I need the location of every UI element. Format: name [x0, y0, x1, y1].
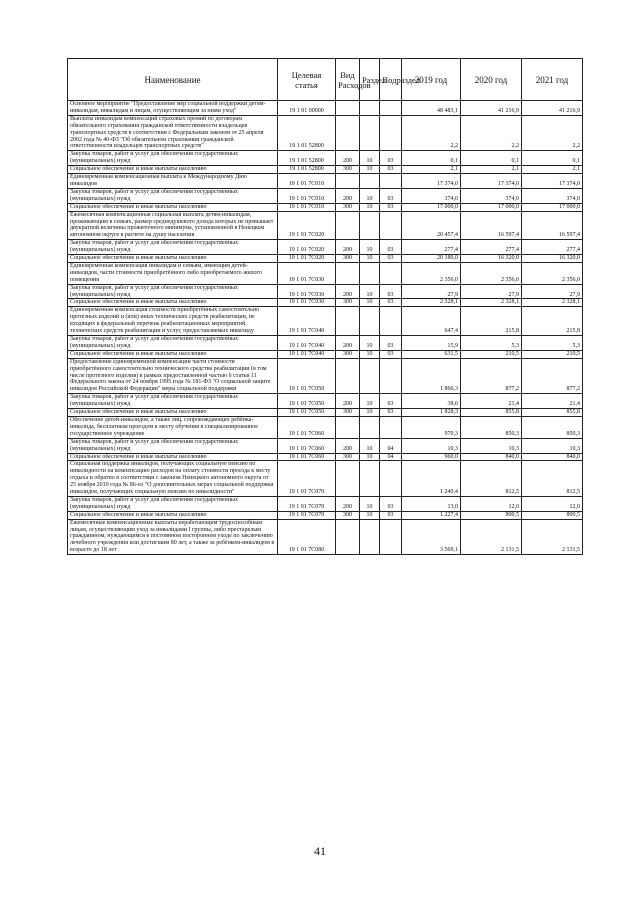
table-row: [68, 394, 583, 409]
cell-podrazdel: [380, 307, 402, 336]
cell-vid: 300: [336, 511, 360, 519]
cell-podrazdel: [380, 101, 402, 116]
cell-razdel: 10: [360, 496, 380, 511]
header-vid: Вид Расходов: [336, 59, 360, 101]
cell-vid: 200: [336, 151, 360, 166]
cell-razdel: [360, 101, 380, 116]
cell-target: 19 1 01 7С020: [278, 240, 336, 255]
header-year-2021: 2021 год: [522, 59, 583, 101]
cell-2019: 960,0: [402, 453, 461, 461]
cell-vid: 300: [336, 350, 360, 358]
header-target: Целевая статья: [278, 59, 336, 101]
table-row: [68, 284, 583, 299]
header-podrazdel: Подраздел: [380, 59, 402, 101]
cell-2020: 16 320,0: [461, 255, 522, 263]
cell-target: 19 1 01 52800: [278, 151, 336, 166]
cell-podrazdel: 03: [380, 240, 402, 255]
table-body: [68, 101, 583, 555]
cell-2020: 2 356,0: [461, 262, 522, 284]
cell-2021: 812,5: [522, 461, 583, 497]
cell-razdel: [360, 461, 380, 497]
cell-podrazdel: 03: [380, 151, 402, 166]
cell-2019: 1 866,3: [402, 358, 461, 394]
table-row: [68, 453, 583, 461]
cell-2020: 210,5: [461, 350, 522, 358]
cell-2021: 12,0: [522, 496, 583, 511]
budget-table: [67, 58, 583, 555]
cell-2020: 27,9: [461, 284, 522, 299]
cell-vid: 200: [336, 394, 360, 409]
table-row: [68, 203, 583, 211]
cell-2020: 374,0: [461, 188, 522, 203]
cell-target: 19 1 01 7С020: [278, 211, 336, 240]
cell-podrazdel: 03: [380, 394, 402, 409]
cell-name: Ежемесячные компенсационные выплаты неработающим трудоспособным лицам, осуществляющим уход за инвалидами I группы, либо престарелым гражданином, нуждающимся в постоянном постороннем уходе по заключению лечебного учреждения или достигшим 80 лет, а также за ребёнком-инвалидом в возрасте до 18 лет: [68, 519, 278, 555]
cell-2020: 41 216,9: [461, 101, 522, 116]
cell-2021: 2,1: [522, 166, 583, 174]
table-row: [68, 438, 583, 453]
cell-2019: 2 328,1: [402, 299, 461, 307]
cell-podrazdel: [380, 174, 402, 189]
cell-podrazdel: [380, 115, 402, 151]
table-row: [68, 240, 583, 255]
cell-razdel: 10: [360, 299, 380, 307]
cell-target: 19 1 01 7С030: [278, 299, 336, 307]
cell-razdel: [360, 211, 380, 240]
table-row: [68, 511, 583, 519]
cell-target: 19 1 01 7С030: [278, 262, 336, 284]
cell-vid: 200: [336, 438, 360, 453]
cell-podrazdel: 03: [380, 188, 402, 203]
cell-target: 19 1 01 7С060: [278, 416, 336, 438]
cell-2019: 38,0: [402, 394, 461, 409]
cell-2020: 855,8: [461, 409, 522, 417]
cell-2021: 17 374,0: [522, 174, 583, 189]
cell-2020: 800,5: [461, 511, 522, 519]
cell-name: Единовременная компенсационная выплата к Международному Дню инвалидов: [68, 174, 278, 189]
cell-2019: 17 000,0: [402, 203, 461, 211]
cell-target: 19 1 01 7С040: [278, 307, 336, 336]
cell-vid: 300: [336, 166, 360, 174]
cell-name: Выплаты инвалидам компенсаций страховых премий по договорам обязательного страхования гражданской ответственности владельцев транспортных средств в соответствии с Федеральным законом от 25 апреля 2002 года № 40-ФЗ "Об обязательном страховании гражданской ответственности владельцев транспортных средств": [68, 115, 278, 151]
cell-2020: 2 131,5: [461, 519, 522, 555]
cell-2019: 277,4: [402, 240, 461, 255]
header-year-2020: 2020 год: [461, 59, 522, 101]
cell-2019: 27,9: [402, 284, 461, 299]
cell-2021: 27,9: [522, 284, 583, 299]
cell-vid: [336, 307, 360, 336]
cell-vid: 200: [336, 188, 360, 203]
cell-podrazdel: [380, 211, 402, 240]
cell-2021: 840,0: [522, 453, 583, 461]
cell-2020: 5,3: [461, 336, 522, 351]
cell-name: Предоставление единовременной компенсации части стоимости приобретённого самостоятельно технического средства реабилитации (в том числе протезного изделия) в рамках предоставленной частью 6 статьи 11 Федерального закона от 24 ноября 1995 года № 181-ФЗ "О социальной защите инвалидов Российской Федерации" меры социальной поддержки: [68, 358, 278, 394]
cell-2019: 2,2: [402, 115, 461, 151]
cell-target: 19 1 01 00000: [278, 101, 336, 116]
cell-razdel: 10: [360, 453, 380, 461]
cell-2020: 12,0: [461, 496, 522, 511]
cell-2021: 277,4: [522, 240, 583, 255]
header-row: [68, 59, 583, 101]
cell-name: Закупка товаров, работ и услуг для обеспечения государственных (муниципальных) нужд: [68, 188, 278, 203]
cell-2021: 0,1: [522, 151, 583, 166]
cell-name: Социальное обеспечение и иные выплаты населению: [68, 166, 278, 174]
cell-2019: 3 569,1: [402, 519, 461, 555]
cell-razdel: 10: [360, 255, 380, 263]
cell-razdel: 10: [360, 438, 380, 453]
table-row: [68, 255, 583, 263]
cell-2021: 374,0: [522, 188, 583, 203]
cell-target: 19 1 01 7С070: [278, 511, 336, 519]
cell-razdel: [360, 519, 380, 555]
cell-target: 19 1 01 7С030: [278, 284, 336, 299]
cell-2021: 2,2: [522, 115, 583, 151]
cell-name: Социальное обеспечение и иные выплаты населению: [68, 203, 278, 211]
cell-2020: 21,4: [461, 394, 522, 409]
cell-target: 19 1 01 7С010: [278, 174, 336, 189]
cell-target: 19 1 01 7С080: [278, 519, 336, 555]
page-number: 41: [314, 844, 326, 858]
cell-name: Социальное обеспечение и иные выплаты населению: [68, 453, 278, 461]
table-row: [68, 358, 583, 394]
cell-target: 19 1 01 7С010: [278, 203, 336, 211]
cell-2020: 2,2: [461, 115, 522, 151]
cell-2021: 2 131,5: [522, 519, 583, 555]
cell-name: Социальная поддержка инвалидов, получающих социальную пенсию по инвалидности на компенсацию расходов на оплату стоимости проезда к месту отдыха и обратно в соответствии с законом Ненецкого автономного округа от 25 ноября 2010 года № 86-оз "О дополнительных мерах социальной поддержки инвалидов, получающих социальную пенсию по инвалидности": [68, 461, 278, 497]
cell-vid: 300: [336, 453, 360, 461]
cell-podrazdel: [380, 519, 402, 555]
cell-vid: [336, 115, 360, 151]
cell-name: Социальное обеспечение и иные выплаты населению: [68, 511, 278, 519]
cell-razdel: [360, 307, 380, 336]
cell-vid: 200: [336, 496, 360, 511]
cell-target: 19 1 01 7С010: [278, 188, 336, 203]
cell-2020: 840,0: [461, 453, 522, 461]
cell-name: Закупка товаров, работ и услуг для обеспечения государственных (муниципальных) нужд: [68, 151, 278, 166]
cell-podrazdel: [380, 416, 402, 438]
cell-2020: 877,2: [461, 358, 522, 394]
cell-target: 19 1 01 52800: [278, 166, 336, 174]
cell-2021: 16 320,0: [522, 255, 583, 263]
cell-podrazdel: 03: [380, 299, 402, 307]
table-row: [68, 307, 583, 336]
cell-podrazdel: 03: [380, 166, 402, 174]
cell-2019: 17 374,0: [402, 174, 461, 189]
cell-razdel: 10: [360, 284, 380, 299]
header-name: Наименование: [68, 59, 278, 101]
cell-vid: [336, 101, 360, 116]
cell-2021: 5,3: [522, 336, 583, 351]
cell-2021: 41 216,9: [522, 101, 583, 116]
cell-razdel: 10: [360, 151, 380, 166]
cell-2021: 2 356,0: [522, 262, 583, 284]
cell-vid: [336, 262, 360, 284]
table-row: [68, 262, 583, 284]
cell-razdel: 10: [360, 240, 380, 255]
cell-target: 19 1 01 7С040: [278, 336, 336, 351]
cell-name: Единовременная компенсация стоимости приобретённых самостоятельно протезных изделий и (или) иных технических средств реабилитации, не входящих в федеральный перечень реабилитационных мероприятий, технических средств реабилитации и услуг, предоставляемых инвалиду: [68, 307, 278, 336]
cell-target: 19 1 01 7С050: [278, 394, 336, 409]
cell-vid: 300: [336, 255, 360, 263]
cell-name: Социальное обеспечение и иные выплаты населению: [68, 255, 278, 263]
cell-podrazdel: 03: [380, 203, 402, 211]
cell-2019: 1 227,4: [402, 511, 461, 519]
cell-name: Обеспечение детей-инвалидов, а также лиц, сопровождающих ребёнка-инвалида, бесплатным проездом к месту обучения в специализированное государственное учреждение: [68, 416, 278, 438]
cell-name: Закупка товаров, работ и услуг для обеспечения государственных (муниципальных) нужд: [68, 240, 278, 255]
table-row: [68, 409, 583, 417]
cell-vid: 300: [336, 299, 360, 307]
cell-razdel: [360, 262, 380, 284]
cell-2021: 850,3: [522, 416, 583, 438]
cell-vid: [336, 174, 360, 189]
cell-2021: 16 597,4: [522, 211, 583, 240]
cell-podrazdel: 03: [380, 255, 402, 263]
cell-2020: 16 597,4: [461, 211, 522, 240]
cell-2019: 2,1: [402, 166, 461, 174]
cell-name: Социальное обеспечение и иные выплаты населению: [68, 299, 278, 307]
cell-name: Единовременная компенсация инвалидам и семьям, имеющим детей-инвалидов, части стоимости приобретённого либо приобретаемого жилого помещения: [68, 262, 278, 284]
cell-name: Социальное обеспечение и иные выплаты населению: [68, 409, 278, 417]
cell-vid: 200: [336, 336, 360, 351]
table-row: [68, 151, 583, 166]
cell-razdel: 10: [360, 336, 380, 351]
table-row: [68, 519, 583, 555]
cell-target: 19 1 01 7С040: [278, 350, 336, 358]
cell-podrazdel: 03: [380, 350, 402, 358]
cell-target: 19 1 01 7С020: [278, 255, 336, 263]
cell-2019: 15,9: [402, 336, 461, 351]
cell-target: 19 1 01 7С050: [278, 409, 336, 417]
table-row: [68, 299, 583, 307]
cell-podrazdel: 04: [380, 438, 402, 453]
cell-2019: 374,0: [402, 188, 461, 203]
cell-razdel: [360, 115, 380, 151]
cell-2020: 2,1: [461, 166, 522, 174]
table-row: [68, 336, 583, 351]
cell-2021: 800,5: [522, 511, 583, 519]
cell-vid: [336, 358, 360, 394]
cell-2019: 1 240,4: [402, 461, 461, 497]
cell-razdel: [360, 358, 380, 394]
cell-razdel: [360, 174, 380, 189]
table-row: [68, 115, 583, 151]
cell-2019: 2 356,0: [402, 262, 461, 284]
cell-2019: 20 180,0: [402, 255, 461, 263]
cell-2020: 2 328,1: [461, 299, 522, 307]
cell-razdel: 10: [360, 511, 380, 519]
cell-2019: 647,4: [402, 307, 461, 336]
cell-podrazdel: [380, 358, 402, 394]
cell-2021: 877,2: [522, 358, 583, 394]
cell-podrazdel: [380, 262, 402, 284]
cell-2021: 2 328,1: [522, 299, 583, 307]
cell-podrazdel: 03: [380, 284, 402, 299]
cell-2020: 812,5: [461, 461, 522, 497]
cell-name: Закупка товаров, работ и услуг для обеспечения государственных (муниципальных) нужд: [68, 394, 278, 409]
cell-2020: 10,3: [461, 438, 522, 453]
table-row: [68, 188, 583, 203]
table-row: [68, 496, 583, 511]
cell-name: Закупка товаров, работ и услуг для обеспечения государственных (муниципальных) нужд: [68, 438, 278, 453]
cell-razdel: 10: [360, 188, 380, 203]
cell-vid: 300: [336, 409, 360, 417]
cell-2020: 17 000,0: [461, 203, 522, 211]
cell-podrazdel: 03: [380, 336, 402, 351]
cell-2021: 10,3: [522, 438, 583, 453]
cell-2021: 210,5: [522, 350, 583, 358]
cell-vid: 300: [336, 203, 360, 211]
cell-2021: 855,8: [522, 409, 583, 417]
cell-target: 19 1 01 52800: [278, 115, 336, 151]
header-razdel: Раздел: [360, 59, 380, 101]
cell-2021: 17 000,0: [522, 203, 583, 211]
table-row: [68, 174, 583, 189]
cell-razdel: 10: [360, 409, 380, 417]
cell-2019: 1 828,3: [402, 409, 461, 417]
cell-2019: 0,1: [402, 151, 461, 166]
cell-target: 19 1 01 7С060: [278, 438, 336, 453]
cell-vid: [336, 211, 360, 240]
cell-2019: 20 457,4: [402, 211, 461, 240]
cell-2019: 631,5: [402, 350, 461, 358]
cell-2020: 277,4: [461, 240, 522, 255]
cell-2019: 48 483,1: [402, 101, 461, 116]
cell-vid: 200: [336, 284, 360, 299]
cell-razdel: 10: [360, 203, 380, 211]
cell-2020: 0,1: [461, 151, 522, 166]
cell-razdel: 10: [360, 394, 380, 409]
cell-name: Основное мероприятие "Предоставление мер социальной поддержки детям-инвалидам, инвалидам и лицам, осуществляющим за ними уход": [68, 101, 278, 116]
cell-razdel: 10: [360, 166, 380, 174]
cell-podrazdel: 04: [380, 453, 402, 461]
cell-razdel: [360, 416, 380, 438]
cell-2021: 21,4: [522, 394, 583, 409]
cell-2020: 850,3: [461, 416, 522, 438]
table-row: [68, 416, 583, 438]
cell-podrazdel: 03: [380, 511, 402, 519]
cell-podrazdel: 03: [380, 496, 402, 511]
cell-target: 19 1 01 7С060: [278, 453, 336, 461]
cell-2021: 215,8: [522, 307, 583, 336]
table-row: [68, 166, 583, 174]
cell-name: Закупка товаров, работ и услуг для обеспечения государственных (муниципальных) нужд: [68, 284, 278, 299]
cell-vid: [336, 461, 360, 497]
cell-name: Закупка товаров, работ и услуг для обеспечения государственных (муниципальных) нужд: [68, 336, 278, 351]
cell-2019: 970,3: [402, 416, 461, 438]
table-row: [68, 101, 583, 116]
cell-podrazdel: [380, 461, 402, 497]
cell-2019: 13,0: [402, 496, 461, 511]
cell-name: Социальное обеспечение и иные выплаты населению: [68, 350, 278, 358]
cell-podrazdel: 03: [380, 409, 402, 417]
cell-razdel: 10: [360, 350, 380, 358]
table-row: [68, 350, 583, 358]
header-year-2019: 2019 год: [402, 59, 461, 101]
cell-name: Закупка товаров, работ и услуг для обеспечения государственных (муниципальных) нужд: [68, 496, 278, 511]
cell-vid: 200: [336, 240, 360, 255]
cell-target: 19 1 01 7С070: [278, 461, 336, 497]
cell-vid: [336, 519, 360, 555]
table-row: [68, 211, 583, 240]
cell-2020: 17 374,0: [461, 174, 522, 189]
cell-vid: [336, 416, 360, 438]
cell-2020: 215,8: [461, 307, 522, 336]
cell-target: 19 1 01 7С050: [278, 358, 336, 394]
cell-name: Ежемесячная компенсационная социальная выплата детям-инвалидам, проживающим в семьях, размер среднедушевого дохода которых не превышает двукратной величины прожиточного минимума, установленной в Ненецком автономном округе в расчете на душу населения: [68, 211, 278, 240]
cell-2019: 10,3: [402, 438, 461, 453]
table-row: [68, 461, 583, 497]
cell-target: 19 1 01 7С070: [278, 496, 336, 511]
